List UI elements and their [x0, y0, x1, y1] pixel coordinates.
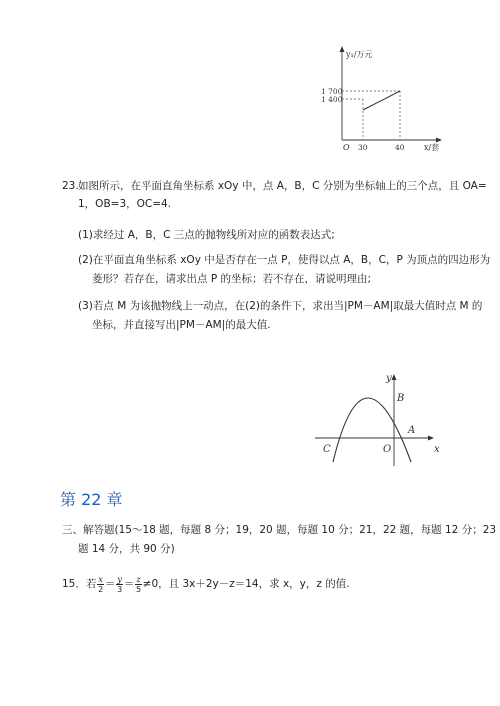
q15-fraction-x [97, 575, 104, 594]
q15-fraction-z [135, 575, 141, 594]
q15-number: 15．若 [62, 578, 97, 590]
section3-line1: 三、解答题(15～18 题，每题 8 分；19，20 题，每题 10 分；21，22 题，每题 12 分；23 [62, 524, 497, 536]
q23-part3-line2: 坐标，并直接写出|PM－AM|的最大值. [92, 319, 271, 331]
graph1-origin: O [343, 143, 350, 152]
graph2-x-arrow [428, 436, 434, 441]
graph2-point-b: B [397, 393, 405, 404]
graph2-point-a: A [408, 425, 416, 436]
q15-frac-z-den: 5 [135, 584, 142, 594]
q15-frac-x-den: 2 [98, 584, 104, 594]
q15-frac-y-den: 3 [117, 584, 123, 594]
graph2-x-label: x [434, 444, 440, 455]
graph1-x-label: x/套 [424, 143, 440, 152]
q23-part3-line1: (3)若点 M 为该抛物线上一动点，在(2)的条件下，求出当|PM－AM|取最大值时点 M 的 [78, 300, 483, 312]
graph2-parabola-curve [333, 398, 411, 462]
graph2-y-arrow [392, 374, 397, 380]
section3-line2: 题 14 分，共 90 分) [78, 543, 175, 555]
q15 [62, 572, 350, 596]
q23-number: 23. [62, 180, 79, 192]
graph2-y-label: y [386, 373, 392, 384]
graph1-tick-1700: 1 700 [321, 87, 343, 96]
graph2-origin: O [383, 444, 392, 455]
graph2-point-c: C [323, 444, 331, 455]
graph1-tick-30: 30 [358, 143, 368, 152]
graph1-y-arrow [340, 46, 345, 52]
q23-part2-line2: 菱形？若存在，请求出点 P 的坐标；若不存在，请说明理由; [92, 273, 372, 285]
graph-cost-sales [320, 40, 450, 155]
graph1-tick-1400: 1 400 [321, 95, 343, 104]
q23-stem-line2: 1，OB=3，OC=4. [78, 198, 172, 210]
q15-eq-1: ＝ [104, 578, 116, 590]
q23-part2-line1: (2)在平面直角坐标系 xOy 中是否存在一点 P，使得以点 A，B，C，P 为顶点的四边形为 [78, 254, 491, 266]
graph1-y-label: y₁/万元 [346, 50, 373, 59]
q15-frac-x-num: x [98, 574, 103, 584]
q23-part1: (1)求经过 A，B，C 三点的抛物线所对应的函数表达式; [78, 229, 335, 241]
chapter-title: 第 22 章 [60, 490, 123, 509]
q15-frac-y-num: y [117, 574, 122, 584]
q15-frac-z-num: z [136, 574, 141, 584]
q15-condition: ≠0，且 3x＋2y－z＝14，求 x，y，z 的值. [142, 578, 350, 590]
graph1-x-arrow [436, 138, 442, 143]
graph1-tick-40: 40 [395, 143, 405, 152]
graph-parabola [312, 366, 452, 470]
q15-fraction-y [116, 575, 123, 594]
q23-stem-line1: 如图所示，在平面直角坐标系 xOy 中，点 A，B，C 分别为坐标轴上的三个点，且 OA= [78, 180, 487, 192]
q15-eq-2: ＝ [123, 578, 135, 590]
graph1-segment [363, 91, 400, 110]
